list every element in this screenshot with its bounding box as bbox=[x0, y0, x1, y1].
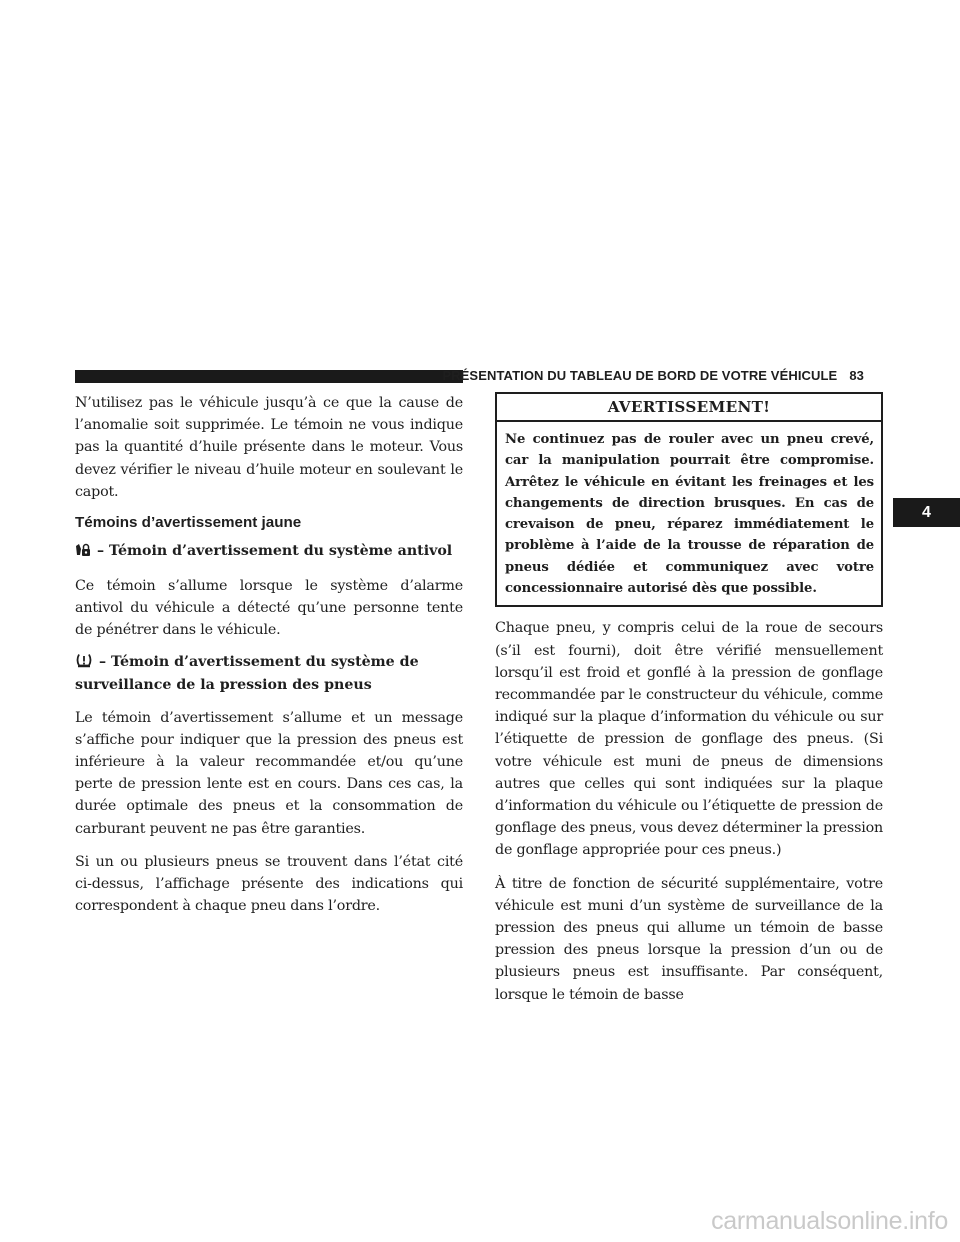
right-paragraph-1: Chaque pneu, y compris celui de la roue de secours (s’il est fourni), doit être vérifié mensuellement lorsqu’il est froid et gonflé à la pression de gonflage recommandée par le constructeur du véhicule, comme indiqué sur la plaque d’information du véhicule ou sur l’étiquette de pression de gonflage des pneus. (Si votre véhicule est muni de pneus de dimensions autres que celles qui sont indiquées sur la plaque d’information du véhicule ou l’étiquette de pression de gonflage des pneus, vous devez déterminer la pression de gonflage appropriée pour ces pneus.) bbox=[495, 620, 883, 859]
antitheft-heading bbox=[75, 541, 463, 564]
header-title: PRÉSENTATION DU TABLEAU DE BORD DE VOTRE VÉHICULE bbox=[442, 368, 838, 383]
antitheft-heading-text: – Témoin d’avertissement du système antivol bbox=[97, 543, 453, 560]
tpms-heading bbox=[75, 652, 463, 696]
right-paragraph-2: À titre de fonction de sécurité supplémentaire, votre véhicule est muni d’un système de surveillance de la pression des pneus qui allume un témoin de basse pression des pneus lorsque la pression d’un ou de plusieurs pneus est insuffisante. Par conséquent, lorsque le témoin de basse bbox=[495, 875, 883, 1003]
right-column bbox=[495, 392, 883, 1006]
tpms-heading-text: – Témoin d’avertissement du système de surveillance de la pression des pneus bbox=[75, 653, 419, 693]
section-heading: Témoins d’avertissement jaune bbox=[75, 514, 302, 532]
warning-text: Ne continuez pas de rouler avec un pneu crevé, car la manipulation pourrait être compromise. Arrêtez le véhicule en évitant les freinages et les changements de direction brusques. En cas de crevaison de pneu, réparez immédiatement le problème à l’aide de la trousse de réparation de pneus dédiée et communiquez avec votre concessionnaire autorisé dès que possible. bbox=[505, 432, 874, 597]
tpms-paragraph-2: Si un ou plusieurs pneus se trouvent dans l’état cité ci-dessus, l’affichage présente des indications qui correspondent à chaque pneu dans l’ordre. bbox=[75, 853, 463, 915]
antitheft-paragraph: Ce témoin s’allume lorsque le système d’alarme antivol du véhicule a détecté qu’une personne tente de pénétrer dans le véhicule. bbox=[75, 578, 463, 639]
watermark: carmanualsonline.info bbox=[711, 1207, 948, 1235]
tire-pressure-icon bbox=[75, 653, 93, 675]
left-column bbox=[75, 392, 463, 917]
warning-box bbox=[495, 392, 883, 607]
warning-title: AVERTISSEMENT! bbox=[497, 394, 881, 422]
page-number: 83 bbox=[849, 368, 864, 383]
intro-paragraph: N’utilisez pas le véhicule jusqu’à ce que la cause de l’anomalie soit supprimée. Le témoin ne vous indique pas la quantité d’huile présente dans le moteur. Vous devez vérifier le niveau d’huile moteur en soulevant le capot. bbox=[75, 395, 463, 500]
chapter-tab: 4 bbox=[893, 498, 960, 527]
vehicle-lock-icon bbox=[75, 543, 91, 564]
running-header bbox=[442, 368, 864, 383]
tpms-paragraph-1: Le témoin d’avertissement s’allume et un message s’affiche pour indiquer que la pression des pneus est inférieure à la valeur recommandée et/ou qu’une perte de pression lente est en cours. Dans ces cas, la durée optimale des pneus et la consommation de carburant peuvent ne pas être garanties. bbox=[75, 709, 463, 837]
header-rule bbox=[75, 370, 463, 383]
